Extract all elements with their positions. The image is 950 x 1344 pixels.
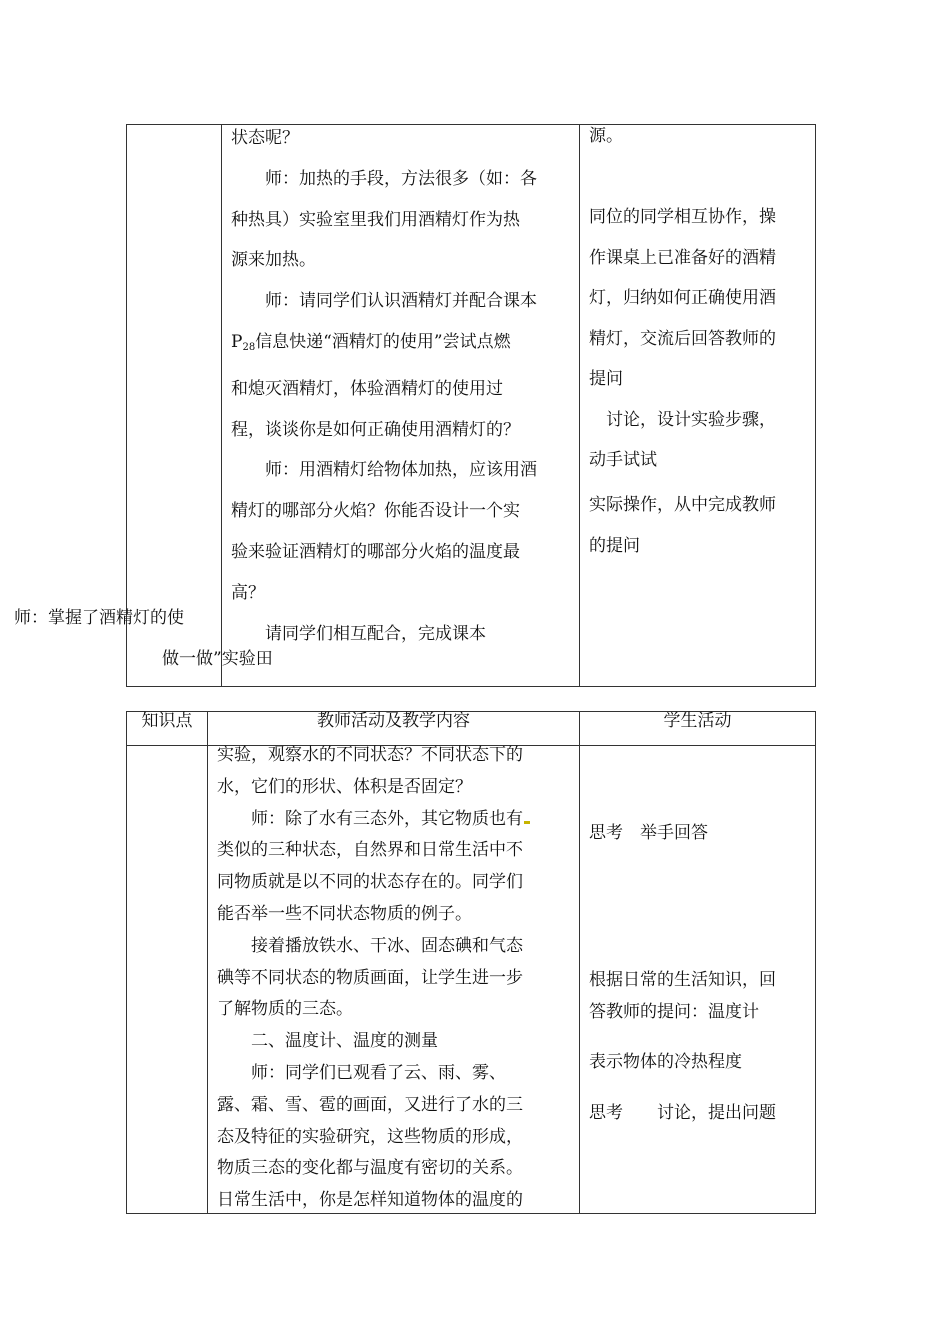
text-line: 物质三态的变化都与温度有密切的关系。	[217, 1158, 523, 1179]
table2-teacher-activity-cell	[217, 740, 577, 1217]
header-knowledge-point: 知识点	[141, 711, 193, 731]
student-answer-4: 思考 讨论，提出问题	[589, 1103, 776, 1123]
text-line: 动手试试	[589, 450, 657, 470]
text-line: 师：加热的手段，方法很多（如：各	[265, 168, 537, 189]
table1-student-activity-cell	[589, 116, 811, 481]
text-line: 作课桌上已准备好的酒精	[589, 247, 776, 268]
text-line: 灯，归纳如何正确使用酒	[589, 288, 776, 308]
student-answer-2a: 根据日常的生活知识，回	[589, 970, 776, 990]
text-line: 种热具）实验室里我们用酒精灯作为热	[231, 209, 520, 230]
text-line: 师：除了水有三态外，其它物质也有	[217, 804, 577, 836]
text-line: 的提问	[589, 535, 640, 556]
table1-divider-left	[221, 124, 222, 687]
edit-mark	[524, 821, 530, 824]
text-line: 源来加热。	[231, 250, 316, 271]
text-line: 和熄灭酒精灯，体验酒精灯的使用过	[231, 378, 503, 399]
text-line: 实际操作，从中完成教师	[589, 495, 776, 515]
text-line: 态及特征的实验研究，这些物质的形成，	[217, 1126, 523, 1147]
text-line: 源。	[589, 126, 623, 146]
text-line: 类似的三种状态，自然界和日常生活中不	[217, 840, 523, 861]
table1-divider-right	[579, 124, 580, 687]
text-line: 验来验证酒精灯的哪部分火焰的温度最	[231, 541, 520, 562]
text-line: 同位的同学相互协作，操	[589, 207, 776, 227]
text-line: 讨论，设计实验步骤，	[606, 409, 776, 430]
header-teacher-activity: 教师活动及教学内容	[317, 711, 470, 731]
text-line: 师：请同学们认识酒精灯并配合课本	[265, 291, 537, 312]
text-line: 师：同学们已观看了云、雨、雾、	[251, 1062, 506, 1083]
spacer	[589, 157, 811, 198]
text-line: 高？	[231, 582, 265, 603]
text-line: 接着播放铁水、干冰、固态碘和气态	[251, 935, 523, 956]
text-line: 了解物质的三态。	[217, 999, 353, 1020]
student-answer-2b: 答教师的提问：温度计	[589, 1002, 759, 1022]
text-line: 精灯的哪部分火焰？你能否设计一个实	[231, 501, 520, 522]
text-line: $P_{28}$信息快递“酒精灯的使用”尝试点燃	[231, 331, 511, 353]
text-line: 水，它们的形状、体积是否固定？	[217, 776, 472, 797]
overflow-teacher-text: 师：掌握了酒精灯的使	[14, 608, 184, 628]
student-answer-1: 思考 举手回答	[589, 823, 708, 843]
table2-divider-left	[207, 711, 208, 1214]
table1-student-activity-cell-lower	[589, 485, 811, 566]
text-line: 碘等不同状态的物质画面，让学生进一步	[217, 967, 523, 988]
overflow-continuation-text: 做一做”实验田	[162, 649, 273, 669]
text-line: 露、霜、雪、雹的画面，又进行了水的三	[217, 1094, 523, 1115]
page-ref-letter: P	[231, 331, 243, 352]
text-line: 日常生活中，你是怎样知道物体的温度的	[217, 1190, 523, 1211]
page-ref-number: 28	[242, 341, 256, 353]
table1-teacher-activity-cell	[231, 118, 576, 654]
text-line: 实验，观察水的不同状态？不同状态下的	[217, 745, 523, 765]
text-line: 师：用酒精灯给物体加热，应该用酒	[265, 460, 537, 481]
section-heading: 二、温度计、温度的测量	[251, 1031, 438, 1052]
header-student-activity: 学生活动	[663, 711, 732, 731]
text-line: 精灯，交流后回答教师的	[589, 328, 776, 349]
text-line: 程，谈谈你是如何正确使用酒精灯的？	[231, 419, 520, 440]
student-answer-3: 表示物体的冷热程度	[589, 1052, 742, 1072]
text-line: 同物质就是以不同的状态存在的。同学们	[217, 872, 523, 893]
text-line: 能否举一些不同状态物质的例子。	[217, 903, 472, 924]
text-line: 请同学们相互配合，完成课本	[265, 623, 486, 644]
text-line: 提问	[589, 369, 623, 389]
table2-divider-right	[579, 711, 580, 1214]
text-line: 状态呢？	[231, 128, 299, 148]
